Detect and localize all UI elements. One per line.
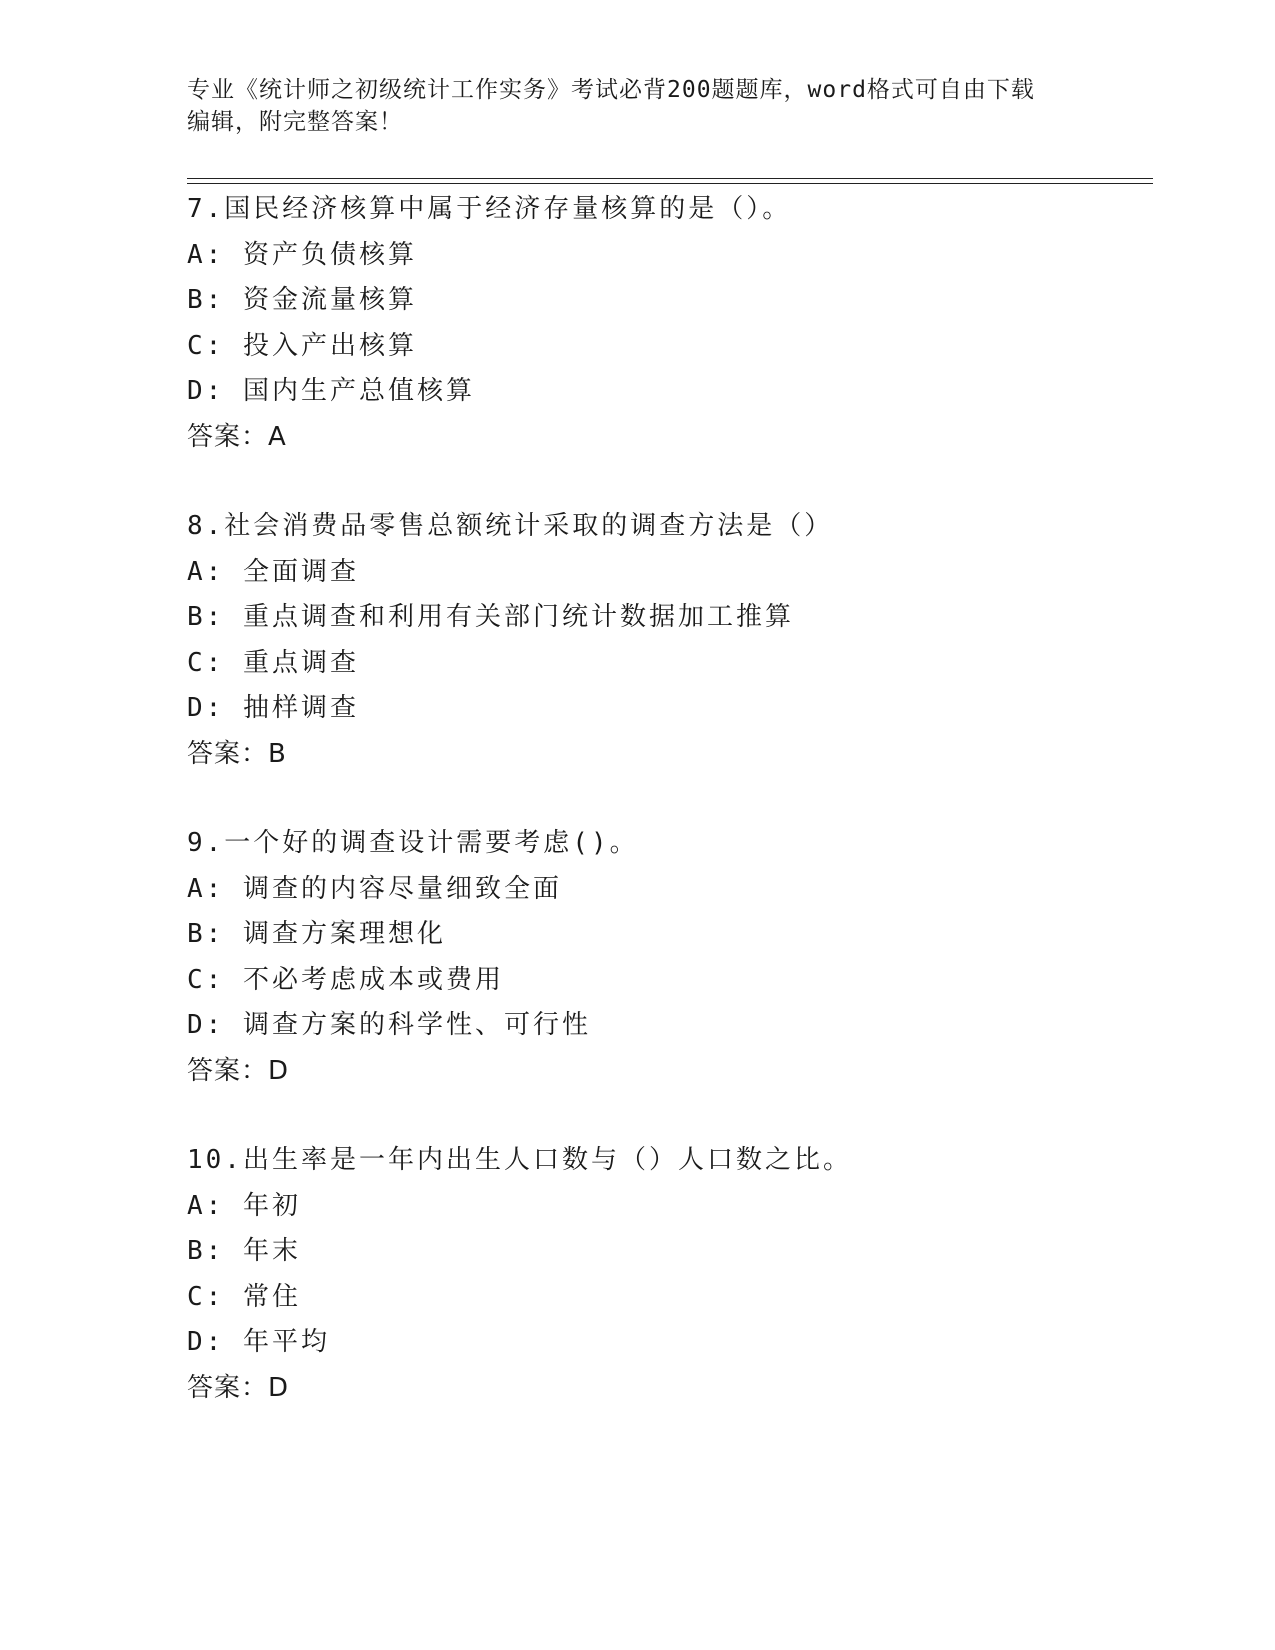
header-divider-bottom bbox=[187, 183, 1153, 184]
question-text: 10.出生率是一年内出生人口数与（）人口数之比。 bbox=[187, 1145, 852, 1175]
option-a: A: 调查的内容尽量细致全面 bbox=[187, 873, 562, 904]
question-text: 8.社会消费品零售总额统计采取的调查方法是（） bbox=[187, 511, 834, 541]
option-b: B: 年末 bbox=[187, 1236, 301, 1266]
question-block-9 bbox=[187, 821, 1147, 1094]
option-b: B: 调查方案理想化 bbox=[187, 919, 446, 949]
option-c: C: 不必考虑成本或费用 bbox=[187, 964, 504, 995]
answer-text: 答案：A bbox=[187, 421, 287, 452]
option-b: B: 资金流量核算 bbox=[187, 285, 417, 315]
document-header bbox=[187, 74, 1087, 138]
option-c: C: 重点调查 bbox=[187, 647, 359, 678]
option-d: D: 国内生产总值核算 bbox=[187, 376, 475, 406]
option-a: A: 年初 bbox=[187, 1190, 301, 1221]
option-a: A: 全面调查 bbox=[187, 556, 359, 587]
header-line-2: 编辑，附完整答案！ bbox=[187, 109, 403, 135]
question-block-7 bbox=[187, 187, 1147, 460]
option-d: D: 年平均 bbox=[187, 1327, 330, 1357]
answer-text: 答案：D bbox=[187, 1055, 290, 1086]
option-c: C: 投入产出核算 bbox=[187, 330, 417, 361]
question-block-8 bbox=[187, 504, 1147, 777]
answer-text: 答案：B bbox=[187, 738, 287, 769]
option-b: B: 重点调查和利用有关部门统计数据加工推算 bbox=[187, 602, 794, 632]
option-a: A: 资产负债核算 bbox=[187, 239, 417, 270]
option-c: C: 常住 bbox=[187, 1281, 301, 1312]
question-text: 7.国民经济核算中属于经济存量核算的是（）。 bbox=[187, 194, 792, 224]
option-d: D: 抽样调查 bbox=[187, 693, 359, 723]
header-line-1: 专业《统计师之初级统计工作实务》考试必背200题题库，word格式可自由下载 bbox=[187, 77, 1035, 103]
question-block-10 bbox=[187, 1138, 1147, 1411]
header-divider-top bbox=[187, 178, 1153, 179]
option-d: D: 调查方案的科学性、可行性 bbox=[187, 1010, 591, 1040]
answer-text: 答案：D bbox=[187, 1372, 290, 1403]
question-text: 9.一个好的调查设计需要考虑()。 bbox=[187, 828, 639, 858]
